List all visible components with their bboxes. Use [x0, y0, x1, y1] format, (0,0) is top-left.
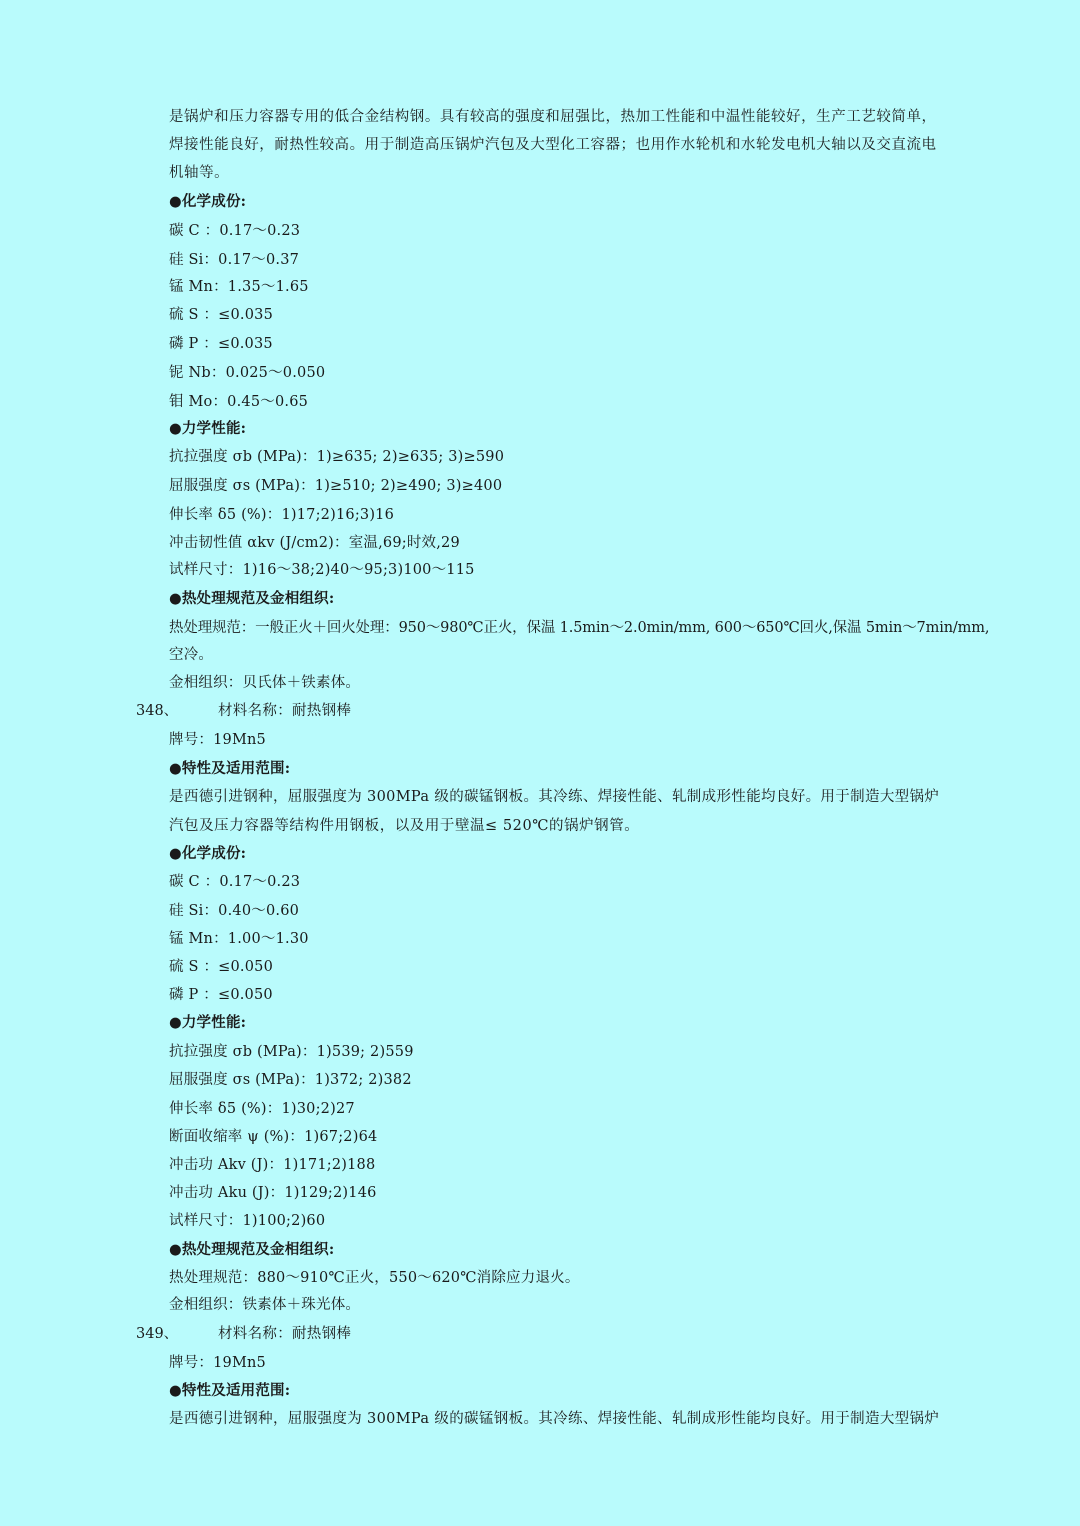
heat-line: 空冷。 [169, 647, 214, 663]
props-line: 是西德引进钢种，屈服强度为 300MPa 级的碳锰钢板。其冷练、焊接性能、轧制成形性能均良好。用于制造大型锅炉 [169, 1411, 940, 1427]
mech-line: 冲击韧性值 αkv (J/cm2)：室温,69;时效,29 [169, 535, 460, 551]
chem-line: 锰 Mn：1.35～1.65 [169, 279, 309, 295]
props-heading: ●特性及适用范围: [169, 1382, 291, 1399]
mech-line: 试样尺寸：1)100;2)60 [169, 1213, 326, 1229]
chem-line: 锰 Mn：1.00～1.30 [169, 931, 309, 947]
mech-line: 屈服强度 σs (MPa)：1)372; 2)382 [169, 1072, 412, 1088]
props-heading: ●特性及适用范围: [169, 760, 291, 777]
mech-line: 试样尺寸：1)16～38;2)40～95;3)100～115 [169, 562, 475, 578]
mech-line: 断面收缩率 ψ (%)：1)67;2)64 [169, 1129, 378, 1145]
chem-heading: ●化学成份: [169, 845, 247, 862]
intro-line: 机轴等。 [169, 165, 230, 181]
heat-heading: ●热处理规范及金相组织: [169, 590, 335, 607]
chem-line: 磷 P ：≤0.035 [169, 336, 273, 352]
mech-line: 抗拉强度 σb (MPa)：1)≥635; 2)≥635; 3)≥590 [169, 449, 505, 465]
mech-line: 屈服强度 σs (MPa)：1)≥510; 2)≥490; 3)≥400 [169, 478, 503, 494]
chem-line: 硫 S ：≤0.035 [169, 307, 274, 323]
item-title: 材料名称：耐热钢棒 [218, 703, 352, 719]
mech-line: 冲击功 Aku (J)：1)129;2)146 [169, 1185, 377, 1201]
mech-line: 冲击功 Akv (J)：1)171;2)188 [169, 1157, 376, 1173]
item-number: 349、 [136, 1326, 179, 1342]
grade-line: 牌号：19Mn5 [169, 1355, 266, 1371]
chem-line: 硅 Si：0.40～0.60 [169, 903, 300, 919]
chem-line: 硫 S ：≤0.050 [169, 959, 274, 975]
mech-line: 伸长率 δ5 (%)：1)30;2)27 [169, 1101, 355, 1117]
heat-line: 金相组织：贝氏体＋铁素体。 [169, 675, 361, 691]
chem-heading: ●化学成份: [169, 193, 247, 210]
mech-line: 伸长率 δ5 (%)：1)17;2)16;3)16 [169, 507, 395, 523]
grade-line: 牌号：19Mn5 [169, 732, 266, 748]
props-line: 汽包及压力容器等结构件用钢板，以及用于壁温≤ 520℃的锅炉钢管。 [169, 818, 640, 834]
intro-line: 焊接性能良好，耐热性较高。用于制造高压锅炉汽包及大型化工容器；也用作水轮机和水轮发电机大轴以及交直流电 [169, 137, 937, 153]
chem-line: 硅 Si：0.17～0.37 [169, 252, 300, 268]
chem-line: 铌 Nb：0.025～0.050 [169, 365, 326, 381]
item-title: 材料名称：耐热钢棒 [218, 1326, 352, 1342]
mech-heading: ●力学性能: [169, 420, 247, 437]
heat-line: 热处理规范：880～910℃正火，550～620℃消除应力退火。 [169, 1270, 580, 1286]
chem-line: 碳 C ：0.17～0.23 [169, 874, 301, 890]
intro-line: 是锅炉和压力容器专用的低合金结构钢。具有较高的强度和屈强比，热加工性能和中温性能较好，生产工艺较简单， [169, 109, 937, 125]
props-line: 是西德引进钢种，屈服强度为 300MPa 级的碳锰钢板。其冷练、焊接性能、轧制成形性能均良好。用于制造大型锅炉 [169, 789, 940, 805]
chem-line: 磷 P ：≤0.050 [169, 987, 273, 1003]
item-number: 348、 [136, 703, 179, 719]
mech-line: 抗拉强度 σb (MPa)：1)539; 2)559 [169, 1044, 414, 1060]
heat-line: 热处理规范：一般正火＋回火处理：950～980℃正火，保温 1.5min～2.0min/mm, 600～650℃回火,保温 5min～7min/mm, [169, 620, 990, 636]
heat-heading: ●热处理规范及金相组织: [169, 1241, 335, 1258]
heat-line: 金相组织：铁素体＋珠光体。 [169, 1297, 361, 1313]
chem-line: 碳 C ：0.17～0.23 [169, 223, 301, 239]
chem-line: 钼 Mo：0.45～0.65 [169, 394, 309, 410]
mech-heading: ●力学性能: [169, 1014, 247, 1031]
